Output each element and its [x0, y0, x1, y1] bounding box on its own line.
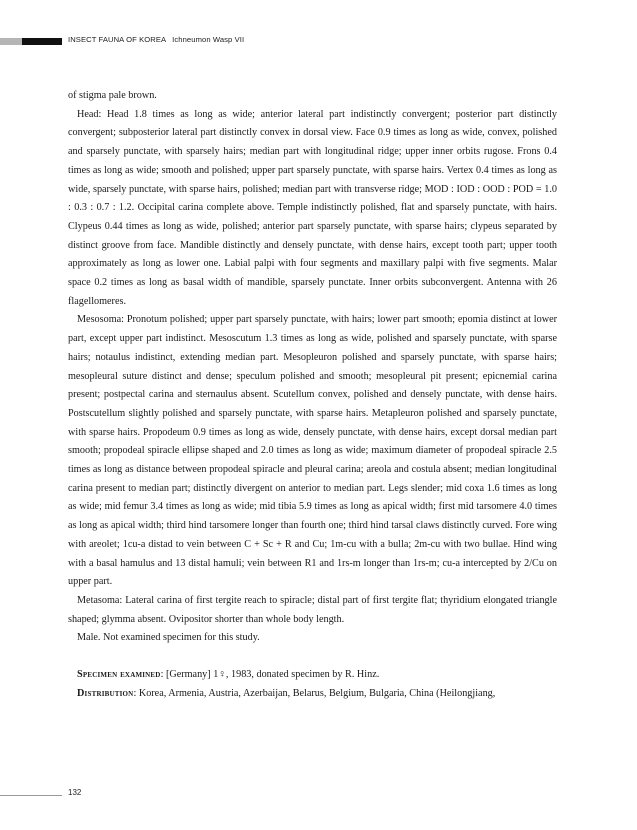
- paragraph-continuation: of stigma pale brown.: [68, 90, 157, 101]
- header-volume: Ichneumon Wasp VII: [172, 35, 245, 44]
- distribution-label: Distribution: [77, 687, 134, 699]
- footer-rule: [0, 795, 62, 796]
- paragraph-head: Head: Head 1.8 times as long as wide; anterior lateral part indistinctly convergent; posterior part distinctly convergent; subposterior lateral part distinctly convex in dorsal view. Face 0.9 times as long as wide, convex, polished and sparsely punctate, with sparsely hairs; median part with longitudinal ridge; upper inner orbits rugose. Frons 0.4 times as long as wide; smooth and polished; upper part sparsely punctate, with sparse hairs. Vertex 0.4 times as long as wide, sparsely punctate, with sparse hairs, polished; median part with transverse ridge; MOD : IOD : OOD : POD = 1.0 : 0.3 : 0.7 : 1.2. Occipital carina complete above. Temple indistinctly polished, flat and sparsely punctate, with hairs. Clypeus 0.44 times as long as wide, polished; anterior part sparsely punctate, with sparse hairs; clypeus separated by distinct groove from face. Mandible distinctly and densely punctate, with dense hairs, except tooth part; upper tooth approximately as long as lower one. Labial palpi with four segments and maxillary palpi with five segments. Malar space 0.2 times as long as basal width of mandible, sparsely punctate. Inner orbits subconvergent. Antenna with 26 flagellomeres.: [68, 108, 557, 307]
- paragraph-mesosoma: Mesosoma: Pronotum polished; upper part sparsely punctate, with hairs; lower part smooth; epomia distinct at lower part, except upper part indistinct. Mesoscutum 1.3 times as long as wide, polished and sparsely punctate, with sparse hairs; notaulus indistinct, extending median part. Mesopleuron polished and sparsely punctate, with sparse hairs; mesopleural suture distinct and dense; speculum polished and smooth; mesopleural pit present; epicnemial carina present; postpectal carina and sternaulus absent. Scutellum convex, polished and densely punctate, with dense hairs. Postscutellum slightly polished and sparsely punctate, with sparse hairs. Metapleuron polished and sparsely punctate, with sparse hairs. Propodeum 0.9 times as long as wide, densely punctate, with dense hairs, except dorsal median part smooth; propodeal spiracle ellipse shaped and 2.0 times as long as wide; maximum diameter of propodeal spiracle 2.5 times as long as distance between propodeal spiracle and pleural carina; areola and costula absent; median longitudinal carina present to median part; distinctly divergent on anterior to median part. Legs slender; mid coxa 1.6 times as long as wide; mid femur 3.4 times as long as wide; mid tibia 5.9 times as long as apical width; first mid tarsomere 4.0 times as long as apical width; third hind tarsomere longer than fourth one; third hind tarsal claws distinctly curved. Fore wing with areolet; 1cu-a distad to vein between C + Sc + R and Cu; 1m-cu with a bulla; 2m-cu with two bullae. Hind wing with a basal hamulus and 13 distal hamuli; vein between R1 and 1rs-m longer than 1rs-m; cu-a intercepted by 2/Cu on upper part.: [68, 314, 557, 588]
- specimen-examined: Specimen examined: [Germany] 1♀, 1983, donated specimen by R. Hinz.: [77, 669, 380, 681]
- main-body: [68, 87, 557, 704]
- page-number: 132: [68, 788, 82, 797]
- header-bar-black: [22, 38, 62, 45]
- specimen-text: [Germany] 1♀, 1983, donated specimen by R. Hinz.: [165, 669, 380, 681]
- distribution: Distribution: Korea, Armenia, Austria, Azerbaijan, Belarus, Belgium, Bulgaria, China (Heilongjiang,: [77, 687, 496, 699]
- paragraph-male: Male. Not examined specimen for this study.: [77, 632, 260, 644]
- paragraph-metasoma: Metasoma: Lateral carina of first tergite reach to spiracle; distal part of first tergite flat; thyridium elongated triangle shaped; glymma absent. Ovipositor shorter than whole body length.: [68, 594, 557, 625]
- header-series: INSECT FAUNA OF KOREA: [68, 35, 167, 44]
- running-header: [68, 35, 244, 44]
- distribution-text: Korea, Armenia, Austria, Azerbaijan, Belarus, Belgium, Bulgaria, China (Heilongjiang,: [138, 687, 496, 699]
- specimen-label: Specimen examined: [77, 669, 161, 681]
- header-bar-gray: [0, 38, 22, 45]
